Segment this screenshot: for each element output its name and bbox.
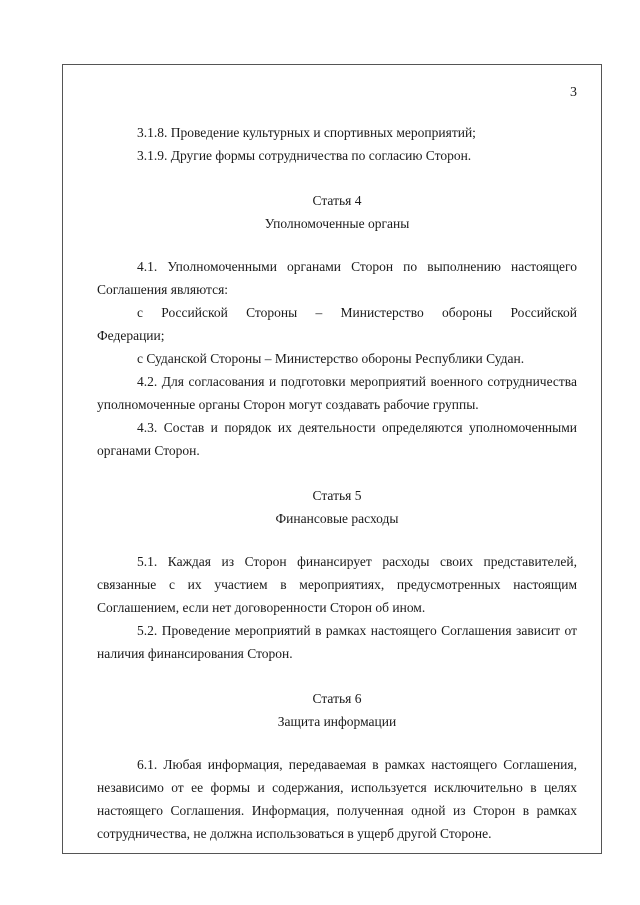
paragraph-4-1-russia-line: с Российской Стороны – Министерство обороны Российской <box>137 305 577 320</box>
paragraph-4-1-russia-line-cont: Федерации; <box>97 328 165 343</box>
paragraph-5-1: 5.1. Каждая из Сторон финансирует расходы своих представителей, связанные с их участием в мероприятиях, предусмотренных настоящим Соглашением, если нет договоренности Сторон об ином. <box>97 554 577 615</box>
article-4-title: Уполномоченные органы <box>264 216 410 231</box>
article-4-number: Статья 4 <box>312 193 362 208</box>
article-6-number: Статья 6 <box>312 691 362 706</box>
article-5-title: Финансовые расходы <box>275 511 399 526</box>
paragraph-4-1-sudan: с Суданской Стороны – Министерство обороны Республики Судан. <box>137 351 525 366</box>
article-6-title: Защита информации <box>277 714 397 729</box>
page-frame <box>62 64 602 854</box>
article-5-number: Статья 5 <box>312 488 362 503</box>
paragraph-6-1: 6.1. Любая информация, передаваемая в рамках настоящего Соглашения, независимо от ее формы и содержания, используется исключительно в целях настоящего Соглашения. Информация, полученная одной из Сторон в рамках сотрудничества, не должна использоваться в ущерб другой Стороне. <box>97 757 577 841</box>
paragraph-4-1: 4.1. Уполномоченными органами Сторон по выполнению настоящего Соглашения являются: <box>97 259 577 297</box>
item-3-1-9: 3.1.9. Другие формы сотрудничества по согласию Сторон. <box>137 148 472 163</box>
paragraph-5-2: 5.2. Проведение мероприятий в рамках настоящего Соглашения зависит от наличия финансирования Сторон. <box>97 623 577 661</box>
page-number: 3 <box>570 85 577 100</box>
paragraph-4-2: 4.2. Для согласования и подготовки мероприятий военного сотрудничества уполномоченные органы Сторон могут создавать рабочие группы. <box>97 374 577 412</box>
document-body <box>97 121 577 845</box>
item-3-1-8: 3.1.8. Проведение культурных и спортивных мероприятий; <box>137 125 476 140</box>
paragraph-4-3: 4.3. Состав и порядок их деятельности определяются уполномоченными органами Сторон. <box>97 420 577 458</box>
